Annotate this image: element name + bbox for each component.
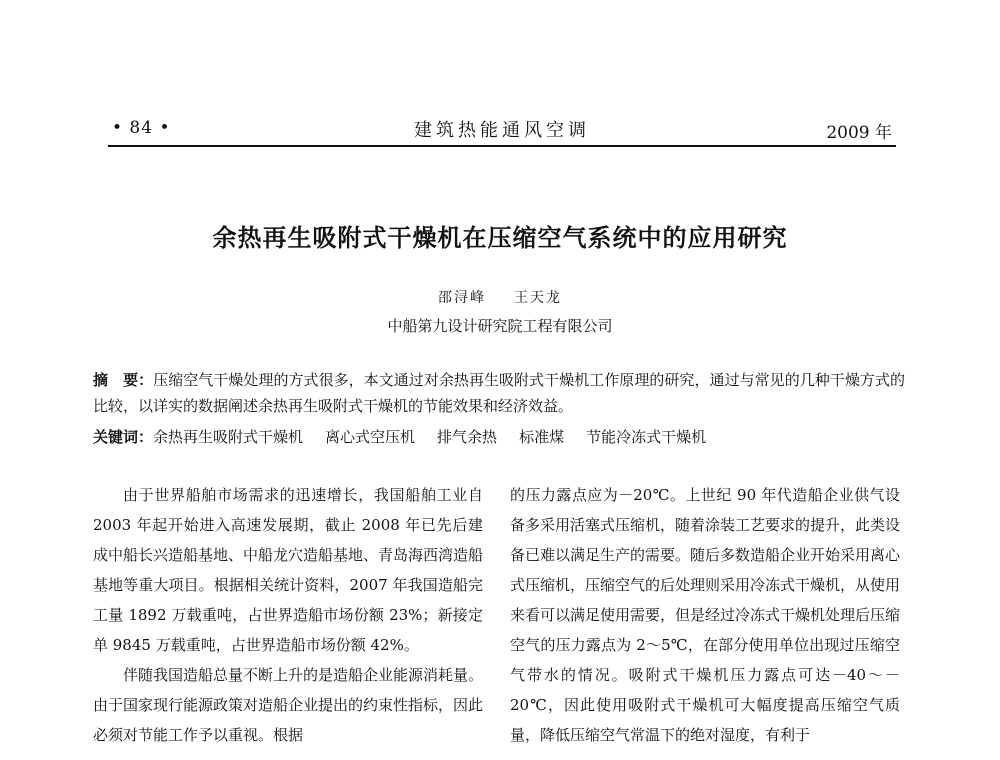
body-paragraph: 由于世界船舶市场需求的迅速增长，我国船舶工业自 2003 年起开始进入高速发展期，截止 2008 年已先后建成中船长兴造船基地、中船龙穴造船基地、青岛海西湾造船基地等重大项目。根据相关统计资料，2007 年我国造船完工量 1892 万载重吨，占世界造船市场份额 23%；新接定单 9845 万载重吨，占世界造船市场份额 42%。	[93, 486, 484, 654]
body-paragraph: 伴随我国造船总量不断上升的是造船企业能源消耗量。由于国家现行能源政策对造船企业提出的约束性指标，因此必须对节能工作予以重视。根据	[93, 666, 484, 744]
body-column-left	[93, 480, 483, 750]
paper-title: 余热再生吸附式干燥机在压缩空气系统中的应用研究	[212, 224, 788, 252]
abstract-label: 摘 要：	[93, 371, 154, 389]
author-name: 邵浔峰	[438, 290, 486, 306]
abstract-text: 压缩空气干燥处理的方式很多，本文通过对余热再生吸附式干燥机工作原理的研究，通过与常见的几种干燥方式的比较，以详实的数据阐述余热再生吸附式干燥机的节能效果和经济效益。	[93, 371, 905, 415]
keyword: 节能冷冻式干燥机	[586, 428, 707, 446]
body-column-right	[510, 480, 900, 750]
abstract	[93, 367, 905, 419]
header-divider	[108, 145, 896, 147]
keyword: 离心式空压机	[325, 428, 416, 446]
keyword: 标准煤	[519, 428, 565, 446]
keyword: 排气余热	[437, 428, 498, 446]
body-paragraph: 的压力露点应为－20℃。上世纪 90 年代造船企业供气设备多采用活塞式压缩机，随着涂装工艺要求的提升，此类设备已难以满足生产的需要。随后多数造船企业开始采用离心式压缩机，压缩空气的后处理则采用冷冻式干燥机，从使用来看可以满足使用需要，但是经过冷冻式干燥机处理后压缩空气的压力露点为 2～5℃，在部分使用单位出现过压缩空气带水的情况。吸附式干燥机压力露点可达－40～－20℃，因此使用吸附式干燥机可大幅度提高压缩空气质量，降低压缩空气常温下的绝对湿度，有利于	[510, 486, 901, 744]
keywords	[93, 424, 905, 450]
running-header	[112, 118, 892, 144]
journal-name: 建筑热能通风空调	[414, 120, 590, 141]
author-list	[100, 287, 900, 307]
publication-year: 2009 年	[826, 123, 892, 143]
author-name: 王天龙	[514, 290, 562, 306]
keywords-label: 关键词：	[93, 428, 154, 446]
author-affiliation: 中船第九设计研究院工程有限公司	[387, 317, 613, 335]
keyword: 余热再生吸附式干燥机	[153, 428, 304, 446]
page-number: • 84 •	[112, 118, 171, 138]
